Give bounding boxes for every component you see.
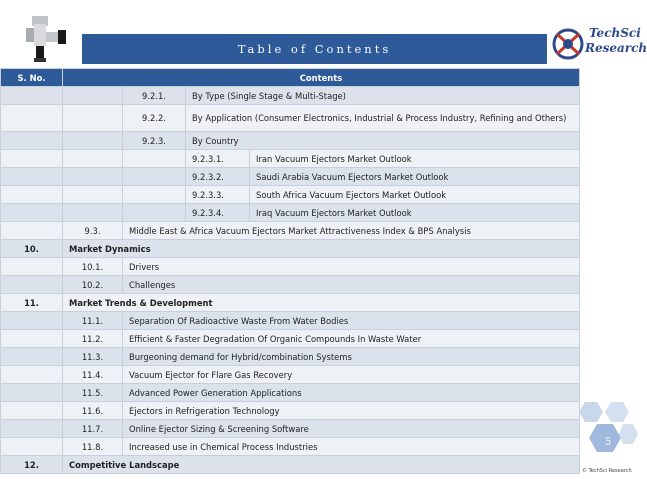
cell-number: 9.2.3.1. xyxy=(186,150,250,168)
cell-sno: 11. xyxy=(1,294,63,312)
table-row xyxy=(1,258,580,276)
cell-title: Separation Of Radioactive Waste From Water Bodies xyxy=(123,312,580,330)
cell-sno: 10. xyxy=(1,240,63,258)
vacuum-ejector-image xyxy=(18,10,78,66)
page-title: Table of Contents xyxy=(237,42,392,56)
techsci-logo-icon xyxy=(551,26,585,62)
column-header-sno: S. No. xyxy=(1,69,63,87)
cell-title: Iraq Vacuum Ejectors Market Outlook xyxy=(250,204,580,222)
cell-sno xyxy=(1,105,63,132)
cell-sno xyxy=(1,438,63,456)
slide-header xyxy=(0,0,647,68)
cell-sno xyxy=(1,312,63,330)
cell-number: 9.2.3.3. xyxy=(186,186,250,204)
cell-number: 9.2.3.4. xyxy=(186,204,250,222)
cell xyxy=(63,132,123,150)
hexagon-decoration xyxy=(575,402,638,464)
cell-title: Challenges xyxy=(123,276,580,294)
cell-number: 9.2.1. xyxy=(123,87,186,105)
table-header-row xyxy=(1,69,580,87)
cell-number: 10.1. xyxy=(63,258,123,276)
cell-title: Saudi Arabia Vacuum Ejectors Market Outlook xyxy=(250,168,580,186)
cell-number: 11.2. xyxy=(63,330,123,348)
cell-title: Online Ejector Sizing & Screening Software xyxy=(123,420,580,438)
cell-number: 11.8. xyxy=(63,438,123,456)
table-row xyxy=(1,330,580,348)
cell-title: Advanced Power Generation Applications xyxy=(123,384,580,402)
cell-sno xyxy=(1,276,63,294)
cell-sno xyxy=(1,258,63,276)
table-row xyxy=(1,366,580,384)
table-row xyxy=(1,384,580,402)
table-row xyxy=(1,402,580,420)
cell xyxy=(63,150,123,168)
cell-title: South Africa Vacuum Ejectors Market Outlook xyxy=(250,186,580,204)
cell xyxy=(123,168,186,186)
table-row xyxy=(1,168,580,186)
brand-line-2: Research xyxy=(585,41,647,55)
cell-number: 9.2.3. xyxy=(123,132,186,150)
cell-title: Iran Vacuum Ejectors Market Outlook xyxy=(250,150,580,168)
cell-number: 11.5. xyxy=(63,384,123,402)
cell-number: 9.2.3.2. xyxy=(186,168,250,186)
cell-number: 11.4. xyxy=(63,366,123,384)
cell-number: 9.2.2. xyxy=(123,105,186,132)
cell-sno xyxy=(1,222,63,240)
cell-number: 11.1. xyxy=(63,312,123,330)
table-row xyxy=(1,438,580,456)
cell-number: 10.2. xyxy=(63,276,123,294)
table-row xyxy=(1,222,580,240)
copyright-text: © TechSci Research xyxy=(582,468,632,474)
table-row xyxy=(1,105,580,132)
cell-title: By Country xyxy=(186,132,580,150)
cell xyxy=(123,204,186,222)
table-row xyxy=(1,456,580,474)
column-header-contents: Contents xyxy=(63,69,580,87)
cell-title: Burgeoning demand for Hybrid/combination Systems xyxy=(123,348,580,366)
cell-sno xyxy=(1,330,63,348)
cell-section-title: Market Dynamics xyxy=(63,240,580,258)
cell-title: Vacuum Ejector for Flare Gas Recovery xyxy=(123,366,580,384)
cell-sno xyxy=(1,186,63,204)
cell-title: Increased use in Chemical Process Industries xyxy=(123,438,580,456)
table-row xyxy=(1,186,580,204)
cell-sno xyxy=(1,87,63,105)
table-row xyxy=(1,420,580,438)
page-number: 5 xyxy=(604,437,612,448)
cell-number: 11.6. xyxy=(63,402,123,420)
cell-title: Drivers xyxy=(123,258,580,276)
cell-sno xyxy=(1,132,63,150)
cell xyxy=(63,87,123,105)
cell-sno xyxy=(1,384,63,402)
cell-title: Efficient & Faster Degradation Of Organic Compounds In Waste Water xyxy=(123,330,580,348)
table-row xyxy=(1,276,580,294)
cell xyxy=(63,168,123,186)
table-row xyxy=(1,312,580,330)
cell-title: Middle East & Africa Vacuum Ejectors Market Attractiveness Index & BPS Analysis xyxy=(123,222,580,240)
cell-title: By Application (Consumer Electronics, Industrial & Process Industry, Refining and Others) xyxy=(186,105,580,132)
cell-section-title: Market Trends & Development xyxy=(63,294,580,312)
brand-line-1: TechSci xyxy=(589,26,641,40)
cell-number: 11.7. xyxy=(63,420,123,438)
cell-sno xyxy=(1,420,63,438)
cell-sno xyxy=(1,348,63,366)
contents-table xyxy=(0,68,580,474)
cell xyxy=(123,186,186,204)
table-row xyxy=(1,87,580,105)
table-row xyxy=(1,240,580,258)
cell xyxy=(63,204,123,222)
cell-sno xyxy=(1,168,63,186)
cell-sno xyxy=(1,402,63,420)
techsci-logo xyxy=(551,24,647,64)
cell-sno xyxy=(1,204,63,222)
table-row xyxy=(1,132,580,150)
table-row xyxy=(1,348,580,366)
cell xyxy=(63,186,123,204)
cell xyxy=(123,150,186,168)
table-row xyxy=(1,294,580,312)
cell-sno xyxy=(1,366,63,384)
table-row xyxy=(1,150,580,168)
cell-sno: 12. xyxy=(1,456,63,474)
cell-title: By Type (Single Stage & Multi-Stage) xyxy=(186,87,580,105)
table-row xyxy=(1,204,580,222)
cell-sno xyxy=(1,150,63,168)
cell-section-title: Competitive Landscape xyxy=(63,456,580,474)
cell xyxy=(63,105,123,132)
cell-title: Ejectors in Refrigeration Technology xyxy=(123,402,580,420)
cell-number: 11.3. xyxy=(63,348,123,366)
cell-number: 9.3. xyxy=(63,222,123,240)
